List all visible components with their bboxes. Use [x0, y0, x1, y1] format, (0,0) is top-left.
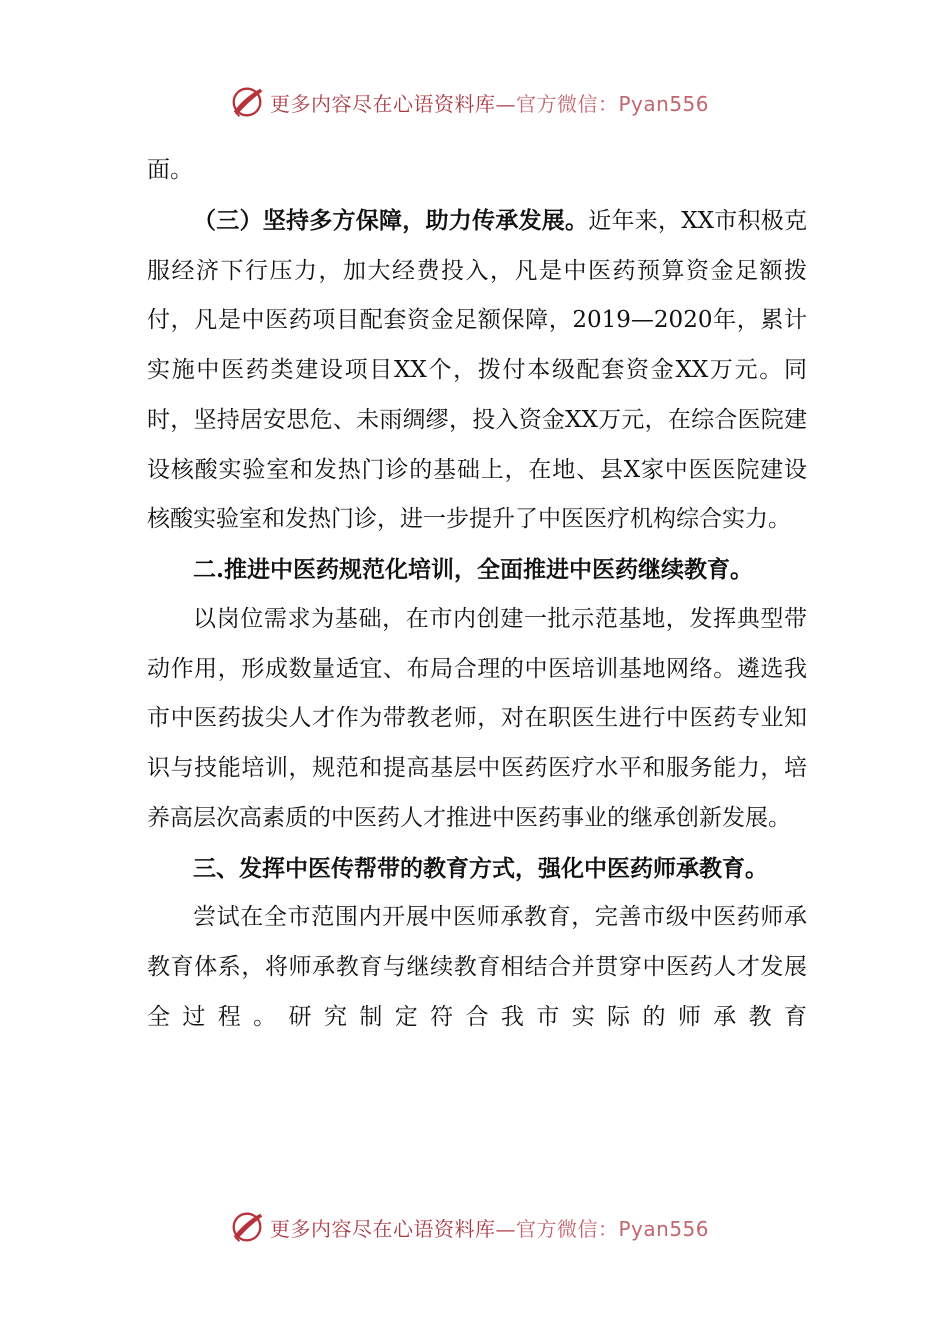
- banner-dash: —: [495, 91, 516, 116]
- paragraph-continuation: 面。: [147, 157, 193, 183]
- footer-banner: [228, 1207, 748, 1247]
- banner-wechat: 官方微信：Pyan556: [516, 1216, 710, 1241]
- pen-logo-icon: [228, 1208, 266, 1246]
- paragraph-lead-heading: （三）坚持多方保障，助力传承发展。: [193, 206, 589, 234]
- paragraph-mentorship: 尝试在全市范围内开展中医师承教育，完善市级中医药师承教育体系，将师承教育与继续教育相结合并贯穿中医药人才发展全过程。研究制定符合我市实际的师承教育: [147, 904, 807, 1030]
- section-heading-mentorship: 三、发挥中医传帮带的教育方式，强化中医药师承教育。: [193, 854, 768, 882]
- banner-main-text: 更多内容尽在心语资料库: [270, 1216, 496, 1241]
- banner-dash: —: [495, 1216, 516, 1241]
- paragraph-guarantee-body: 近年来，XX市积极克服经济下行压力，加大经费投入，凡是中医药预算资金足额拨付，凡是中医药项目配套资金足额保障，2019—2020年，累计实施中医药类建设项目XX个，拨付本级配套资金XX万元。同时，坚持居安思危、未雨绸缪，投入资金XX万元，在综合医院建设核酸实验室和发热门诊的基础上，在地、县X家中医医院建设核酸实验室和发热门诊，进一步提升了中医医疗机构综合实力。: [147, 207, 807, 533]
- document-body: [147, 146, 807, 1043]
- paragraph-guarantee: [147, 196, 807, 545]
- banner-main-text: 更多内容尽在心语资料库: [270, 91, 496, 116]
- header-banner: [228, 82, 748, 122]
- paragraph-training: 以岗位需求为基础，在市内创建一批示范基地，发挥典型带动作用，形成数量适宜、布局合理的中医培训基地网络。遴选我市中医药拔尖人才作为带教老师，对在职医生进行中医药专业知识与技能培训，规范和提高基层中医药医疗水平和服务能力，培养高层次高素质的中医药人才推进中医药事业的继承创新发展。: [147, 605, 807, 831]
- section-heading-training: 二.推进中医药规范化培训，全面推进中医药继续教育。: [193, 556, 754, 583]
- banner-wechat: 官方微信：Pyan556: [516, 91, 710, 116]
- pen-logo-icon: [228, 83, 266, 121]
